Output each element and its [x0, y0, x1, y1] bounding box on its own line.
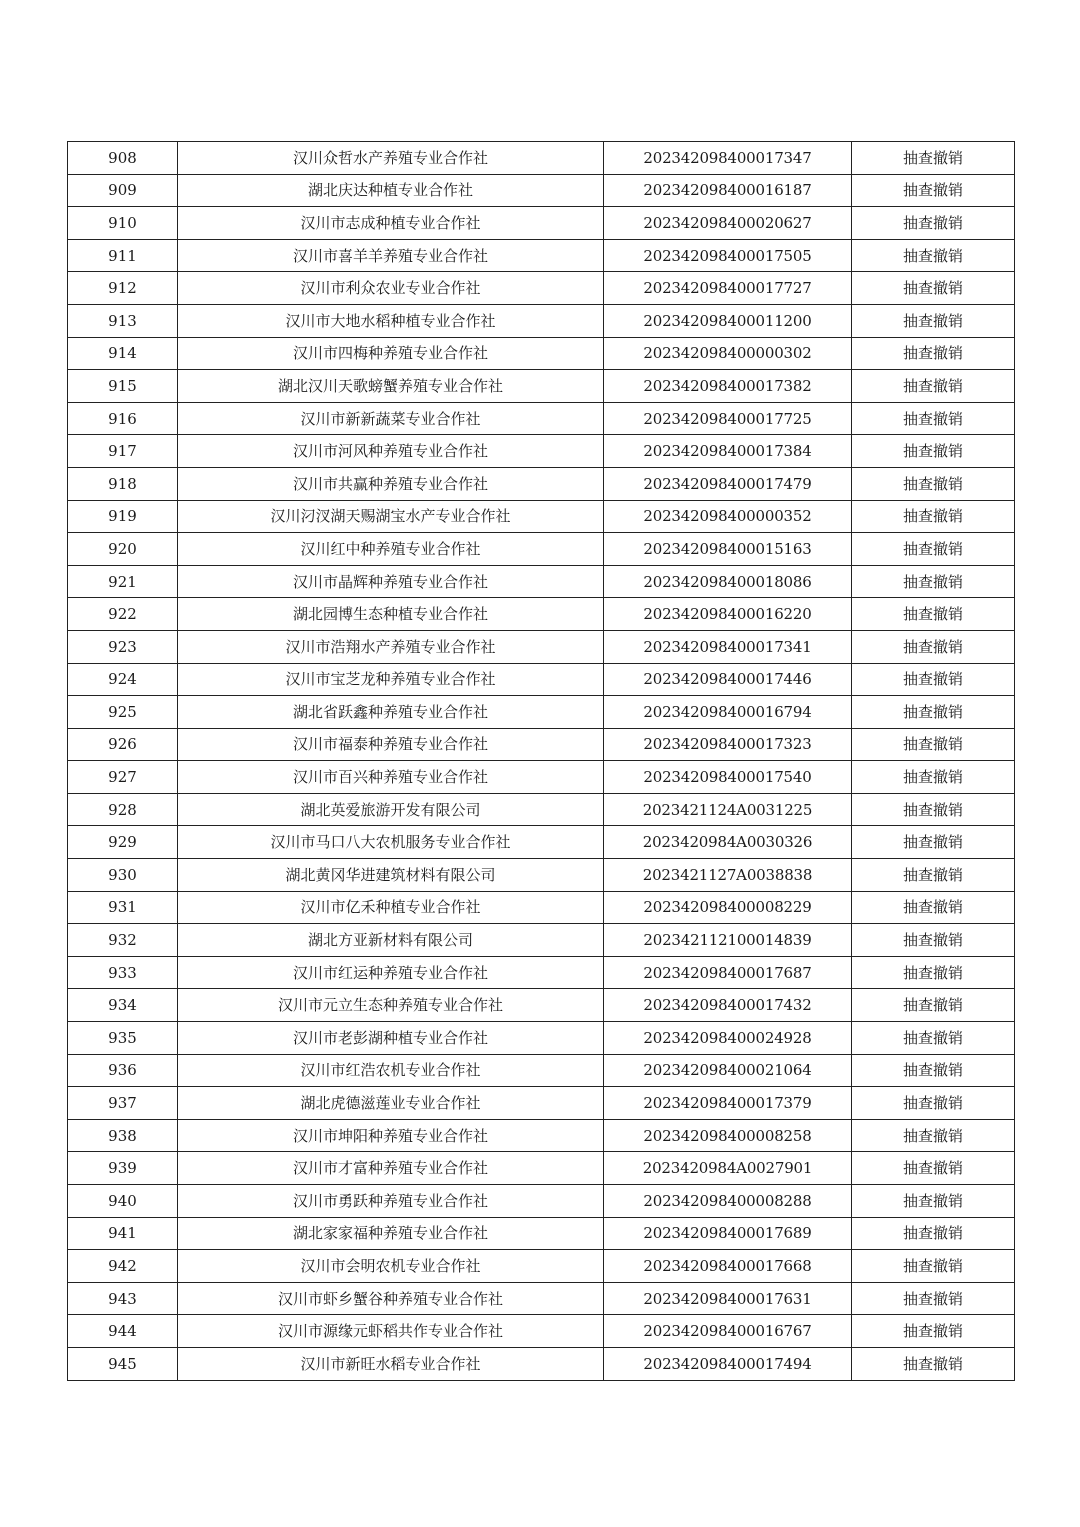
registration-code-cell: 202342098400017347 — [604, 142, 852, 175]
registration-code-cell: 202342098400016220 — [604, 598, 852, 631]
table-row — [68, 1250, 1015, 1283]
status-cell: 抽查撤销 — [852, 304, 1015, 337]
table-row — [68, 1347, 1015, 1380]
entity-name-cell: 汉川市坤阳种养殖专业合作社 — [178, 1119, 604, 1152]
row-number-cell: 927 — [68, 761, 178, 794]
row-number-cell: 908 — [68, 142, 178, 175]
table-row — [68, 272, 1015, 305]
status-cell: 抽查撤销 — [852, 435, 1015, 468]
registration-code-cell: 202342098400017341 — [604, 630, 852, 663]
table-row — [68, 239, 1015, 272]
registration-code-cell: 202342112100014839 — [604, 924, 852, 957]
entity-name-cell: 湖北方亚新材料有限公司 — [178, 924, 604, 957]
row-number-cell: 931 — [68, 891, 178, 924]
registration-code-cell: 202342098400017727 — [604, 272, 852, 305]
status-cell: 抽查撤销 — [852, 207, 1015, 240]
entity-name-cell: 汉川市源缘元虾稻共作专业合作社 — [178, 1315, 604, 1348]
table-row — [68, 565, 1015, 598]
entity-name-cell: 湖北汉川天歌螃蟹养殖专业合作社 — [178, 370, 604, 403]
registration-code-cell: 202342098400017689 — [604, 1217, 852, 1250]
row-number-cell: 912 — [68, 272, 178, 305]
table-row — [68, 142, 1015, 175]
entity-name-cell: 汉川汈汊湖天赐湖宝水产专业合作社 — [178, 500, 604, 533]
row-number-cell: 941 — [68, 1217, 178, 1250]
row-number-cell: 909 — [68, 174, 178, 207]
row-number-cell: 940 — [68, 1185, 178, 1218]
table-row — [68, 630, 1015, 663]
status-cell: 抽查撤销 — [852, 989, 1015, 1022]
entity-name-cell: 汉川市红浩农机专业合作社 — [178, 1054, 604, 1087]
row-number-cell: 926 — [68, 728, 178, 761]
row-number-cell: 935 — [68, 1022, 178, 1055]
row-number-cell: 933 — [68, 956, 178, 989]
table-row — [68, 435, 1015, 468]
row-number-cell: 915 — [68, 370, 178, 403]
registration-code-cell: 202342098400017446 — [604, 663, 852, 696]
entity-name-cell: 汉川市元立生态种养殖专业合作社 — [178, 989, 604, 1022]
row-number-cell: 925 — [68, 696, 178, 729]
registration-code-cell: 202342098400016767 — [604, 1315, 852, 1348]
registration-code-cell: 202342098400017382 — [604, 370, 852, 403]
registration-code-cell: 202342098400008288 — [604, 1185, 852, 1218]
status-cell: 抽查撤销 — [852, 1022, 1015, 1055]
table-row — [68, 207, 1015, 240]
table-row — [68, 1282, 1015, 1315]
status-cell: 抽查撤销 — [852, 859, 1015, 892]
row-number-cell: 932 — [68, 924, 178, 957]
row-number-cell: 920 — [68, 533, 178, 566]
registration-code-cell: 202342098400017687 — [604, 956, 852, 989]
row-number-cell: 937 — [68, 1087, 178, 1120]
table-row — [68, 826, 1015, 859]
status-cell: 抽查撤销 — [852, 370, 1015, 403]
table-row — [68, 467, 1015, 500]
row-number-cell: 942 — [68, 1250, 178, 1283]
entity-name-cell: 汉川市马口八大农机服务专业合作社 — [178, 826, 604, 859]
status-cell: 抽查撤销 — [852, 467, 1015, 500]
table-row — [68, 370, 1015, 403]
table-row — [68, 891, 1015, 924]
entity-name-cell: 汉川红中种养殖专业合作社 — [178, 533, 604, 566]
status-cell: 抽查撤销 — [852, 1217, 1015, 1250]
row-number-cell: 928 — [68, 793, 178, 826]
entity-name-cell: 汉川市志成种植专业合作社 — [178, 207, 604, 240]
status-cell: 抽查撤销 — [852, 1347, 1015, 1380]
registration-code-cell: 202342098400017631 — [604, 1282, 852, 1315]
status-cell: 抽查撤销 — [852, 1315, 1015, 1348]
entity-name-cell: 汉川市浩翔水产养殖专业合作社 — [178, 630, 604, 663]
registration-code-cell: 202342098400021064 — [604, 1054, 852, 1087]
entity-name-cell: 汉川市红运种养殖专业合作社 — [178, 956, 604, 989]
status-cell: 抽查撤销 — [852, 1185, 1015, 1218]
registration-code-cell: 202342098400011200 — [604, 304, 852, 337]
registration-code-cell: 2023421127A0038838 — [604, 859, 852, 892]
registration-code-cell: 202342098400017494 — [604, 1347, 852, 1380]
status-cell: 抽查撤销 — [852, 565, 1015, 598]
table-row — [68, 696, 1015, 729]
status-cell: 抽查撤销 — [852, 598, 1015, 631]
table-row — [68, 956, 1015, 989]
table-row — [68, 1087, 1015, 1120]
status-cell: 抽查撤销 — [852, 1282, 1015, 1315]
table-row — [68, 1119, 1015, 1152]
status-cell: 抽查撤销 — [852, 663, 1015, 696]
row-number-cell: 921 — [68, 565, 178, 598]
entity-name-cell: 汉川市宝芝龙种养殖专业合作社 — [178, 663, 604, 696]
table-row — [68, 533, 1015, 566]
table-row — [68, 174, 1015, 207]
entity-name-cell: 汉川众哲水产养殖专业合作社 — [178, 142, 604, 175]
registration-code-cell: 202342098400016187 — [604, 174, 852, 207]
table-row — [68, 989, 1015, 1022]
entity-name-cell: 汉川市会明农机专业合作社 — [178, 1250, 604, 1283]
entity-name-cell: 汉川市四梅种养殖专业合作社 — [178, 337, 604, 370]
row-number-cell: 911 — [68, 239, 178, 272]
row-number-cell: 938 — [68, 1119, 178, 1152]
row-number-cell: 914 — [68, 337, 178, 370]
table-row — [68, 1217, 1015, 1250]
registration-code-cell: 202342098400018086 — [604, 565, 852, 598]
row-number-cell: 945 — [68, 1347, 178, 1380]
status-cell: 抽查撤销 — [852, 1250, 1015, 1283]
registration-code-cell: 202342098400000302 — [604, 337, 852, 370]
status-cell: 抽查撤销 — [852, 337, 1015, 370]
entity-name-cell: 汉川市利众农业专业合作社 — [178, 272, 604, 305]
entity-name-cell: 湖北家家福种养殖专业合作社 — [178, 1217, 604, 1250]
entity-name-cell: 湖北英爱旅游开发有限公司 — [178, 793, 604, 826]
registration-code-cell: 202342098400008229 — [604, 891, 852, 924]
table-row — [68, 598, 1015, 631]
status-cell: 抽查撤销 — [852, 696, 1015, 729]
status-cell: 抽查撤销 — [852, 1054, 1015, 1087]
registration-code-cell: 2023420984A0027901 — [604, 1152, 852, 1185]
status-cell: 抽查撤销 — [852, 630, 1015, 663]
entity-name-cell: 汉川市才富种养殖专业合作社 — [178, 1152, 604, 1185]
table-row — [68, 663, 1015, 696]
entity-name-cell: 汉川市福泰种养殖专业合作社 — [178, 728, 604, 761]
table-row — [68, 1315, 1015, 1348]
row-number-cell: 930 — [68, 859, 178, 892]
table-row — [68, 859, 1015, 892]
row-number-cell: 934 — [68, 989, 178, 1022]
table-row — [68, 1022, 1015, 1055]
entity-name-cell: 汉川市勇跃种养殖专业合作社 — [178, 1185, 604, 1218]
entity-name-cell: 汉川市新旺水稻专业合作社 — [178, 1347, 604, 1380]
registration-code-cell: 202342098400024928 — [604, 1022, 852, 1055]
status-cell: 抽查撤销 — [852, 142, 1015, 175]
entity-name-cell: 汉川市河风种养殖专业合作社 — [178, 435, 604, 468]
table-row — [68, 1185, 1015, 1218]
registration-code-cell: 202342098400000352 — [604, 500, 852, 533]
registration-code-cell: 202342098400020627 — [604, 207, 852, 240]
table-row — [68, 728, 1015, 761]
status-cell: 抽查撤销 — [852, 174, 1015, 207]
entity-name-cell: 汉川市百兴种养殖专业合作社 — [178, 761, 604, 794]
table-row — [68, 402, 1015, 435]
entity-name-cell: 汉川市大地水稻种植专业合作社 — [178, 304, 604, 337]
row-number-cell: 939 — [68, 1152, 178, 1185]
registration-code-cell: 2023421124A0031225 — [604, 793, 852, 826]
row-number-cell: 913 — [68, 304, 178, 337]
registration-code-cell: 2023420984A0030326 — [604, 826, 852, 859]
registration-code-cell: 202342098400017323 — [604, 728, 852, 761]
row-number-cell: 923 — [68, 630, 178, 663]
status-cell: 抽查撤销 — [852, 402, 1015, 435]
table-body — [68, 142, 1015, 1381]
registration-code-cell: 202342098400008258 — [604, 1119, 852, 1152]
row-number-cell: 917 — [68, 435, 178, 468]
status-cell: 抽查撤销 — [852, 533, 1015, 566]
registration-code-cell: 202342098400017384 — [604, 435, 852, 468]
status-cell: 抽查撤销 — [852, 500, 1015, 533]
row-number-cell: 944 — [68, 1315, 178, 1348]
table-row — [68, 304, 1015, 337]
status-cell: 抽查撤销 — [852, 272, 1015, 305]
row-number-cell: 924 — [68, 663, 178, 696]
status-cell: 抽查撤销 — [852, 793, 1015, 826]
row-number-cell: 916 — [68, 402, 178, 435]
status-cell: 抽查撤销 — [852, 1152, 1015, 1185]
table-row — [68, 761, 1015, 794]
entity-name-cell: 汉川市虾乡蟹谷种养殖专业合作社 — [178, 1282, 604, 1315]
status-cell: 抽查撤销 — [852, 1087, 1015, 1120]
row-number-cell: 929 — [68, 826, 178, 859]
entity-name-cell: 汉川市新新蔬菜专业合作社 — [178, 402, 604, 435]
registration-code-cell: 202342098400017379 — [604, 1087, 852, 1120]
row-number-cell: 918 — [68, 467, 178, 500]
row-number-cell: 936 — [68, 1054, 178, 1087]
entity-name-cell: 汉川市晶辉种养殖专业合作社 — [178, 565, 604, 598]
status-cell: 抽查撤销 — [852, 1119, 1015, 1152]
registration-code-cell: 202342098400016794 — [604, 696, 852, 729]
registration-code-cell: 202342098400017725 — [604, 402, 852, 435]
table-row — [68, 500, 1015, 533]
entity-name-cell: 汉川市老彭湖种植专业合作社 — [178, 1022, 604, 1055]
status-cell: 抽查撤销 — [852, 891, 1015, 924]
registration-code-cell: 202342098400017668 — [604, 1250, 852, 1283]
status-cell: 抽查撤销 — [852, 761, 1015, 794]
status-cell: 抽查撤销 — [852, 239, 1015, 272]
row-number-cell: 910 — [68, 207, 178, 240]
status-cell: 抽查撤销 — [852, 728, 1015, 761]
status-cell: 抽查撤销 — [852, 924, 1015, 957]
row-number-cell: 922 — [68, 598, 178, 631]
entity-name-cell: 湖北庆达种植专业合作社 — [178, 174, 604, 207]
status-cell: 抽查撤销 — [852, 956, 1015, 989]
entity-name-cell: 湖北省跃鑫种养殖专业合作社 — [178, 696, 604, 729]
entity-name-cell: 湖北黄冈华进建筑材料有限公司 — [178, 859, 604, 892]
revocation-table — [67, 141, 1015, 1381]
table-row — [68, 924, 1015, 957]
status-cell: 抽查撤销 — [852, 826, 1015, 859]
table-row — [68, 1054, 1015, 1087]
registration-code-cell: 202342098400017432 — [604, 989, 852, 1022]
table-row — [68, 337, 1015, 370]
entity-name-cell: 汉川市共赢种养殖专业合作社 — [178, 467, 604, 500]
table-row — [68, 793, 1015, 826]
registration-code-cell: 202342098400017540 — [604, 761, 852, 794]
table-row — [68, 1152, 1015, 1185]
row-number-cell: 919 — [68, 500, 178, 533]
entity-name-cell: 湖北园博生态种植专业合作社 — [178, 598, 604, 631]
entity-name-cell: 汉川市亿禾种植专业合作社 — [178, 891, 604, 924]
registration-code-cell: 202342098400017505 — [604, 239, 852, 272]
entity-name-cell: 湖北虎德滋莲业专业合作社 — [178, 1087, 604, 1120]
registration-code-cell: 202342098400015163 — [604, 533, 852, 566]
registration-code-cell: 202342098400017479 — [604, 467, 852, 500]
entity-name-cell: 汉川市喜羊羊养殖专业合作社 — [178, 239, 604, 272]
row-number-cell: 943 — [68, 1282, 178, 1315]
